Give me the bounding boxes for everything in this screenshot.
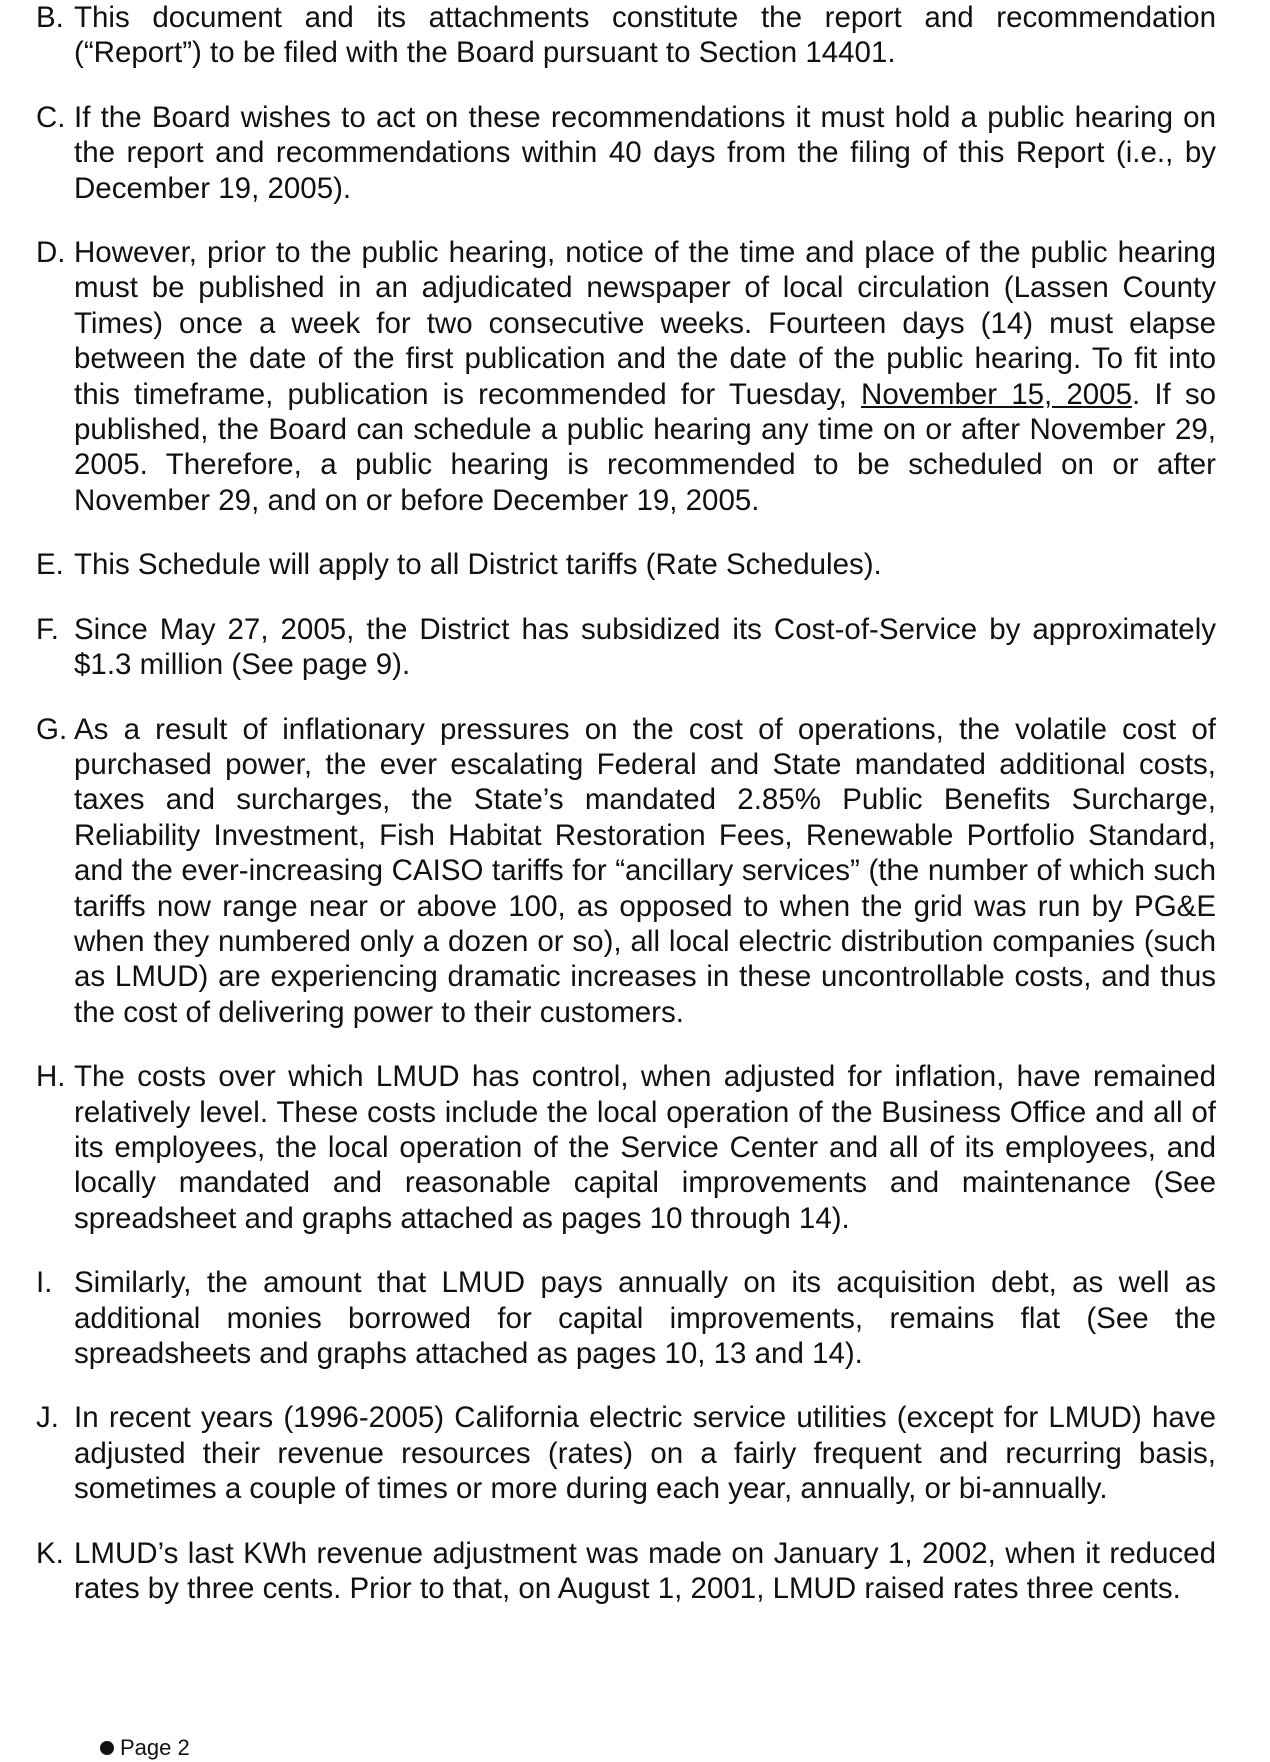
item-text: LMUD’s last KWh revenue adjustment was made on January 1, 2002, when it reduced rates by three cents. Prior to that, on August 1, 2001, LMUD raised rates three cents. bbox=[74, 1536, 1216, 1606]
item-text: In recent years (1996-2005) California electric service utilities (except for LMUD) have adjusted their revenue resources (rates) on a fairly frequent and recurring basis, sometimes a couple of times or more during each year, annually, or bi-annually. bbox=[74, 1401, 1216, 1506]
page-footer bbox=[100, 1736, 190, 1760]
item-text: The costs over which LMUD has control, when adjusted for inflation, have remained relatively level. These costs include the local operation of the Business Office and all of its employees, the local operation of the Service Center and all of its employees, and locally mandated and reasonable capital improvements and maintenance (See spreadsheet and graphs attached as pages 10 through 14). bbox=[74, 1060, 1216, 1235]
list-item-k bbox=[36, 1536, 1216, 1607]
list-item-f bbox=[36, 612, 1216, 683]
list-item-e bbox=[36, 547, 1216, 582]
item-letter: C. bbox=[36, 100, 66, 134]
page-number: Page 2 bbox=[120, 1735, 190, 1760]
underlined-date: November 15, 2005 bbox=[861, 377, 1132, 411]
item-text: This Schedule will apply to all District tariffs (Rate Schedules). bbox=[74, 548, 882, 582]
item-letter: F. bbox=[36, 612, 59, 646]
item-text: This document and its attachments constitute the report and recommendation (“Report”) to be filed with the Board pursuant to Section 14401. bbox=[74, 1, 1216, 70]
item-text: Since May 27, 2005, the District has subsidized its Cost-of-Service by approximately $1.3 million (See page 9). bbox=[74, 612, 1216, 682]
recommendation-list bbox=[36, 0, 1216, 1635]
item-letter: B. bbox=[36, 1, 64, 34]
item-text: If the Board wishes to act on these recommendations it must hold a public hearing on the report and recommendations within 40 days from the filing of this Report (i.e., by December 19, 2005). bbox=[74, 100, 1216, 205]
item-letter: H. bbox=[36, 1060, 66, 1094]
item-text bbox=[74, 235, 1216, 518]
item-text: Similarly, the amount that LMUD pays annually on its acquisition debt, as well as additional monies borrowed for capital improvements, remains flat (See the spreadsheets and graphs attached as pages 10, 13 and 14). bbox=[74, 1266, 1216, 1370]
list-item-b bbox=[36, 0, 1216, 71]
list-item-c bbox=[36, 100, 1216, 206]
bullet-icon bbox=[100, 1741, 114, 1755]
item-text: As a result of inflationary pressures on the cost of operations, the volatile cost of purchased power, the ever escalating Federal and State mandated additional costs, taxes and surcharges, the State’s mandated 2.85% Public Benefits Surcharge, Reliability Investment, Fish Habitat Restoration Fees, Renewable Portfolio Standard, and the ever-increasing CAISO tariffs for “ancillary services” (the number of which such tariffs now range near or above 100, as opposed to when the grid was run by PG&E when they numbered only a dozen or so), all local electric distribution companies (such as LMUD) are experiencing dramatic increases in these uncontrollable costs, and thus the cost of delivering power to their customers. bbox=[74, 712, 1216, 1029]
item-text-before: However, prior to the public hearing, notice of the time and place of the public hearing must be published in an adjudicated newspaper of local circulation (Lassen County Times) once a week for two consecutive weeks. Fourteen days (14) must elapse between the date of the first publication and the date of the public hearing. To fit into this timeframe, publication is recommended for Tuesday, bbox=[74, 236, 1216, 411]
item-letter: K. bbox=[36, 1536, 64, 1570]
item-text-after: . If so published, the Board can schedule a public hearing any time on or after November 29, 2005. Therefore, a public hearing is recommended to be scheduled on or after November 29, and on or before December 19, 2005. bbox=[74, 377, 1217, 517]
item-letter: G. bbox=[36, 712, 68, 746]
list-item-d bbox=[36, 235, 1216, 518]
item-letter: E. bbox=[36, 548, 64, 582]
list-item-i bbox=[36, 1265, 1216, 1371]
item-letter: J. bbox=[36, 1401, 59, 1435]
item-letter: I. bbox=[36, 1266, 53, 1300]
list-item-g bbox=[36, 712, 1216, 1031]
list-item-h bbox=[36, 1059, 1216, 1236]
list-item-j bbox=[36, 1400, 1216, 1506]
item-letter: D. bbox=[36, 236, 66, 270]
